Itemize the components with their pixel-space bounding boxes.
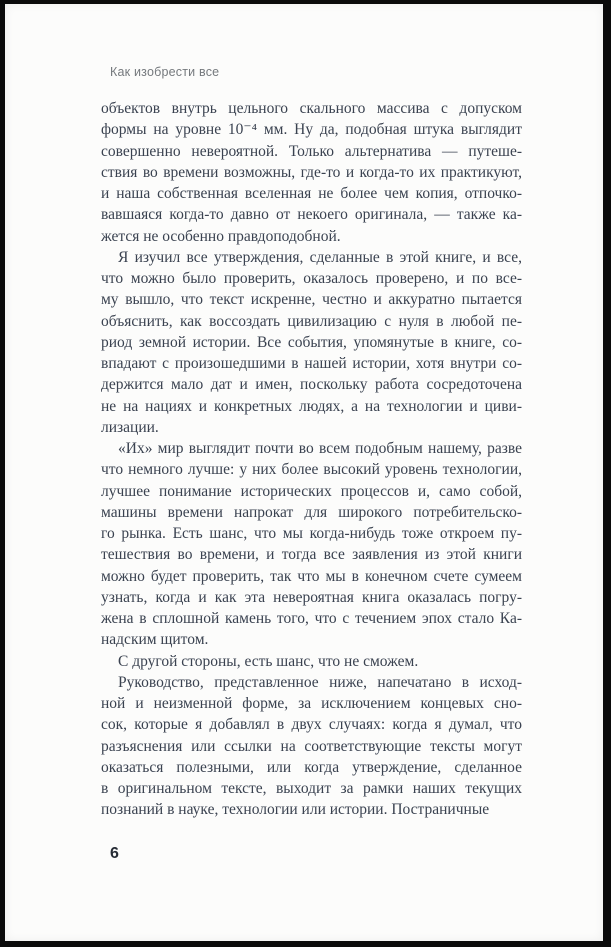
text-line: держится мало дат и имен, поскольку работа сосредоточена <box>101 376 522 394</box>
text-line: лучшее понимание исторических процессов и, само собой, <box>101 482 522 500</box>
text-line: го рынка. Есть шанс, что мы когда-нибудь тоже откроем пу- <box>101 525 522 542</box>
page-number: 6 <box>110 845 119 862</box>
text-line: в оригинальном тексте, выходит за рамки наших текущих <box>101 780 522 797</box>
text-line: му вышло, что текст искренне, честно и аккуратно пытается <box>101 291 522 309</box>
text-line: машины времени напрокат для широкого потребительско- <box>101 503 522 521</box>
text-line: риод земной истории. Все события, упомянутые в книге, со- <box>101 333 522 351</box>
text-line: тешествия во времени, и тогда все заявления из этой книги <box>101 546 522 564</box>
text-line: объяснить, как воссоздать цивилизацию с нуля в любой пе- <box>101 312 522 330</box>
text-line: ствия во времени возможны, где-то и когда-то их практикуют, <box>101 163 522 181</box>
book-page <box>5 4 603 941</box>
text-line: объектов внутрь цельного скального массива с допуском <box>101 100 522 117</box>
text-line: лизации. <box>101 418 159 436</box>
text-line: и наша собственная вселенная не более чем копия, отпочко- <box>101 185 522 202</box>
text-line: жена в сплошной камень того, что с течением эпох стало Ка- <box>101 610 522 627</box>
text-line: «Их» мир выглядит почти во всем подобным нашему, разве <box>118 440 522 457</box>
paragraph <box>101 98 522 247</box>
text-line: впадают с произошедшими в нашей истории, хотя внутри со- <box>101 355 522 372</box>
text-line: жется не особенно правдоподобной. <box>101 227 341 245</box>
text-line: сок, которые я добавлял в двух случаях: когда я думал, что <box>101 716 522 734</box>
paragraph <box>101 247 522 438</box>
text-line: формы на уровне 10⁻⁴ мм. Ну да, подобная штука выглядит <box>101 121 522 139</box>
text-line: С другой стороны, есть шанс, что не сможем. <box>118 652 419 670</box>
text-line: оказаться полезными, или когда утверждение, сделанное <box>101 758 522 776</box>
text-line: узнать, когда и как эта невероятная книга оказалась погру- <box>101 588 522 606</box>
text-line: Руководство, представленное ниже, напечатано в исход- <box>118 673 522 691</box>
text-line: что можно было проверить, оказалось проверено, и по все- <box>101 270 522 287</box>
text-line: можно будет проверить, так что мы в конечном счете сумеем <box>101 567 522 585</box>
text-line: познаний в науке, технологии или истории. Постраничные <box>101 801 490 819</box>
paragraph <box>101 672 522 821</box>
text-line: разъяснения или ссылки на соответствующие тексты могут <box>101 737 522 755</box>
running-head: Как изобрести все <box>110 65 220 79</box>
paragraph <box>101 438 522 651</box>
text-line: что немного лучше: у них более высокий уровень технологии, <box>101 461 522 479</box>
paragraph <box>101 651 522 672</box>
text-line: вавшаяся когда-то давно от некоего оригинала, — также ка- <box>101 206 522 224</box>
text-line: не на нациях и конкретных людях, а на технологии и циви- <box>101 397 522 415</box>
text-block <box>101 98 522 821</box>
text-line: ной и неизменной форме, за исключением концевых сно- <box>101 695 522 712</box>
text-line: Я изучил все утверждения, сделанные в этой книге, и все, <box>118 248 522 266</box>
text-line: надским щитом. <box>101 631 209 649</box>
text-line: совершенно невероятной. Только альтернатива — путеше- <box>101 142 522 160</box>
